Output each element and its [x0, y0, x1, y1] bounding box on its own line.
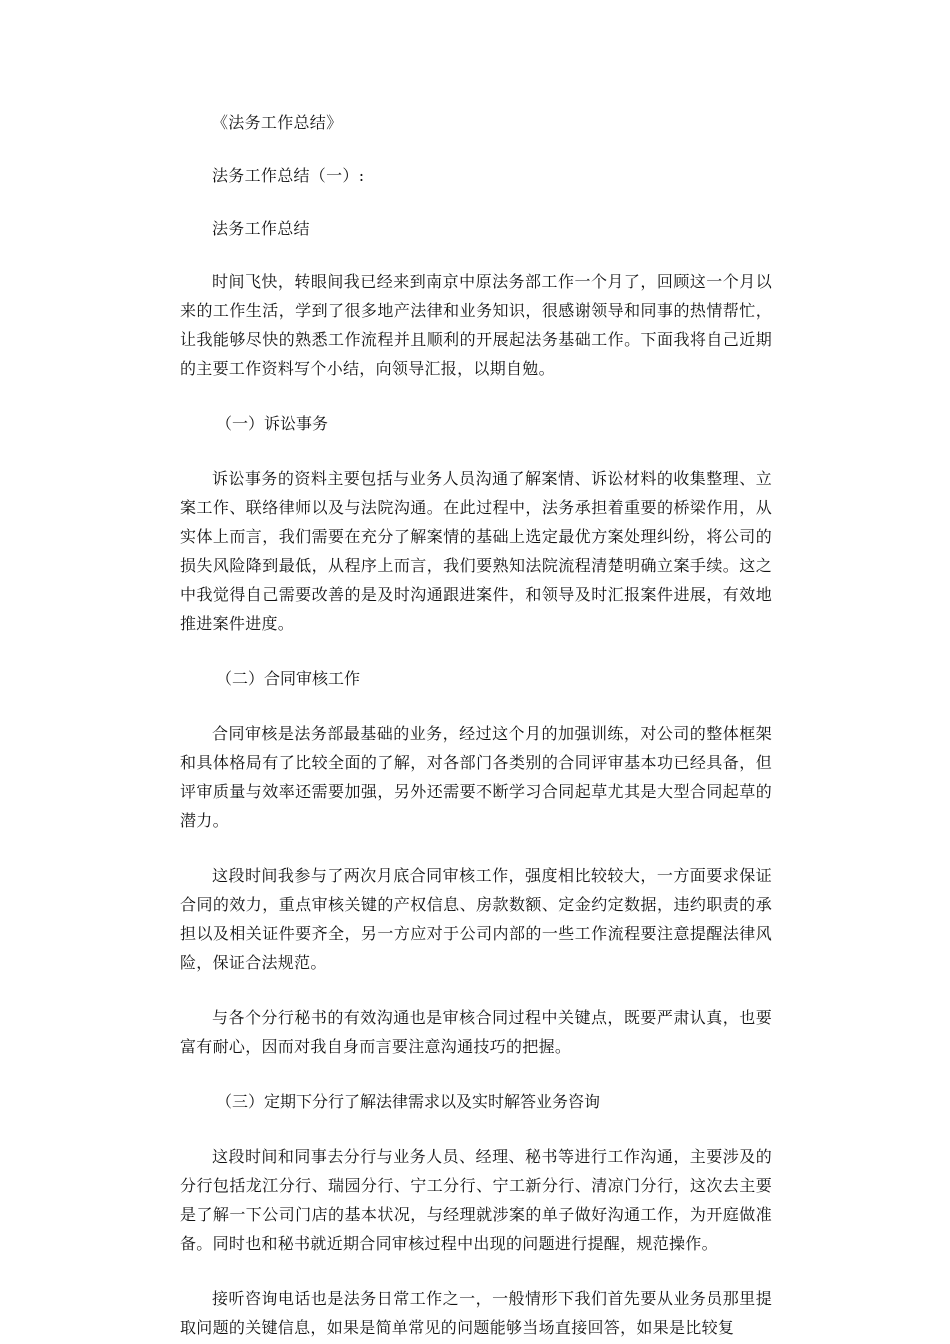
heading-litigation: （一）诉讼事务: [216, 414, 329, 433]
document-page: [180, 108, 772, 1342]
heading-contract-review: （二）合同审核工作: [216, 669, 361, 688]
paragraph-branch-visits: 这段时间和同事去分行与业务人员、经理、秘书等进行工作沟通，主要涉及的分行包括龙江分行、瑞园分行、宁工分行、宁工新分行、清凉门分行，这次去主要是了解一下公司门店的基本状况，与经理就涉案的单子做好沟通工作，为开庭做准备。同时也和秘书就近期合同审核过程中出现的问题进行提醒，规范操作。: [180, 1147, 772, 1253]
paragraph-contract-review-2: 这段时间我参与了两次月底合同审核工作，强度相比较较大，一方面要求保证合同的效力，重点审核关键的产权信息、房款数额、定金约定数据，违约职责的承担以及相关证件要齐全，另一方应对于公司内部的一些工作流程要注意提醒法律风险，保证合法规范。: [180, 866, 772, 972]
paragraph-contract-review-1: 合同审核是法务部最基础的业务，经过这个月的加强训练，对公司的整体框架和具体格局有了比较全面的了解，对各部门各类别的合同评审基本功已经具备，但评审质量与效率还需要加强，另外还需要不断学习合同起草尤其是大型合同起草的潜力。: [180, 724, 772, 830]
document-title: 《法务工作总结》: [212, 113, 343, 132]
paragraph-litigation: 诉讼事务的资料主要包括与业务人员沟通了解案情、诉讼材料的收集整理、立案工作、联络律师以及与法院沟通。在此过程中，法务承担着重要的桥梁作用，从实体上而言，我们需要在充分了解案情的基础上选定最优方案处理纠纷，将公司的损失风险降到最低，从程序上而言，我们要熟知法院流程清楚明确立案手续。这之中我觉得自己需要改善的是及时沟通跟进案件，和领导及时汇报案件进展，有效地推进案件进度。: [180, 469, 772, 633]
paragraph-phone-consultation: 接听咨询电话也是法务日常工作之一，一般情形下我们首先要从业务员那里提取问题的关键信息，如果是简单常见的问题能够当场直接回答，如果是比较复: [180, 1289, 772, 1337]
heading-branch-visits: （三）定期下分行了解法律需求以及实时解答业务咨询: [216, 1092, 601, 1111]
paragraph-contract-review-3: 与各个分行秘书的有效沟通也是审核合同过程中关键点，既要严肃认真，也要富有耐心，因而对我自身而言要注意沟通技巧的把握。: [180, 1008, 772, 1056]
paragraph-intro: 时间飞快，转眼间我已经来到南京中原法务部工作一个月了，回顾这一个月以来的工作生活，学到了很多地产法律和业务知识，很感谢领导和同事的热情帮忙，让我能够尽快的熟悉工作流程并且顺利的开展起法务基础工作。下面我将自己近期的主要工作资料写个小结，向领导汇报，以期自勉。: [180, 272, 772, 378]
section-title: 法务工作总结: [212, 219, 310, 238]
document-subtitle: 法务工作总结（一）:: [212, 166, 365, 185]
